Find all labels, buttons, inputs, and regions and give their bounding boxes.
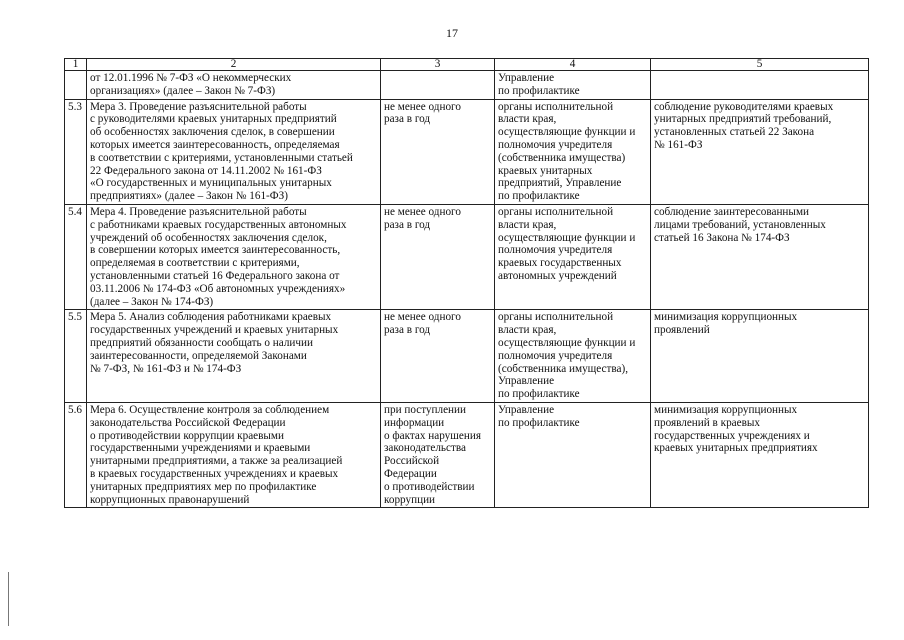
cell-executor xyxy=(495,402,651,507)
text-line: власти края, xyxy=(498,113,557,126)
text-line: раза в год xyxy=(384,113,431,126)
cell-executor xyxy=(495,204,651,309)
text-line: Мера 4. Проведение разъяснительной работы xyxy=(90,205,307,218)
text-line: 03.11.2006 № 174-ФЗ «Об автономных учреждениях» xyxy=(90,282,346,295)
text-line: по профилактике xyxy=(498,190,580,203)
text-line: органы исполнительной xyxy=(498,311,614,324)
text-line: в совершении которых имеется заинтересованность, xyxy=(90,244,341,257)
text-line: Российской xyxy=(384,455,440,468)
text-line: Мера 5. Анализ соблюдения работниками краевых xyxy=(90,311,332,324)
cell-measure xyxy=(87,71,381,100)
text-line: краевых унитарных xyxy=(498,164,593,177)
text-line: соблюдение заинтересованными xyxy=(654,205,810,218)
text-line: не менее одного xyxy=(384,311,461,324)
text-line: предприятиях» (далее – Закон № 161-ФЗ) xyxy=(90,190,288,203)
text-line: (собственника имущества), xyxy=(498,362,628,375)
cell-result xyxy=(651,310,869,403)
cell-number xyxy=(65,71,87,100)
text-line: установленных статьей 22 Закона xyxy=(654,126,815,139)
cell-term xyxy=(381,310,495,403)
text-line: автономных учреждений xyxy=(498,269,617,282)
text-line: унитарными предприятиями, а также за реализацией xyxy=(90,455,343,468)
table-row xyxy=(65,71,869,100)
text-line: Мера 6. Осуществление контроля за соблюдением xyxy=(90,403,330,416)
text-line: (собственника имущества) xyxy=(498,151,626,164)
text-line: в соответствии с критериями, установленными статьей xyxy=(90,151,353,164)
text-line: государственных учреждений и краевых унитарных xyxy=(90,324,339,337)
text-line: минимизация коррупционных xyxy=(654,311,798,324)
text-line: организациях» (далее – Закон № 7-ФЗ) xyxy=(90,84,276,97)
cell-term xyxy=(381,99,495,204)
text-line: № 161-ФЗ xyxy=(654,138,703,151)
text-line: полномочия учредителя xyxy=(498,244,613,257)
cell-result xyxy=(651,71,869,100)
text-line: при поступлении xyxy=(384,403,467,416)
text-line: Управление xyxy=(498,72,555,84)
text-line: от 12.01.1996 № 7-ФЗ «О некоммерческих xyxy=(90,72,292,84)
cell-executor xyxy=(495,71,651,100)
text-line: о фактах нарушения xyxy=(384,429,481,442)
text-line: полномочия учредителя xyxy=(498,138,613,151)
cell-term xyxy=(381,71,495,100)
text-line: Управление xyxy=(498,375,555,388)
text-line: о противодействии xyxy=(384,480,475,493)
text-line: власти края, xyxy=(498,218,557,231)
text-line: минимизация коррупционных xyxy=(654,403,798,416)
text-line: 22 Федерального закона от 14.11.2002 № 161-ФЗ xyxy=(90,164,322,177)
text-line: краевых государственных xyxy=(498,257,622,270)
column-header: 3 xyxy=(381,59,495,71)
text-line: законодательства xyxy=(384,442,466,455)
text-line: Мера 3. Проведение разъяснительной работы xyxy=(90,100,307,113)
text-line: «О государственных и муниципальных унитарных xyxy=(90,177,332,190)
column-header: 2 xyxy=(87,59,381,71)
text-line: (далее – Закон № 174-ФЗ) xyxy=(90,295,214,308)
text-line: определяемая в соответствии с критериями, xyxy=(90,257,300,270)
table-row xyxy=(65,402,869,507)
text-line: осуществляющие функции и xyxy=(498,336,636,349)
cell-number: 5.6 xyxy=(65,402,87,507)
text-line: об особенностях заключения сделок, в совершении xyxy=(90,126,335,139)
page-number: 17 xyxy=(446,26,458,40)
cell-measure xyxy=(87,402,381,507)
text-line: краевых унитарных предприятиях xyxy=(654,442,818,455)
measures-table xyxy=(64,58,869,508)
text-line: № 7-ФЗ, № 161-ФЗ и № 174-ФЗ xyxy=(90,362,242,375)
header-row xyxy=(65,59,869,71)
text-line: соблюдение руководителями краевых xyxy=(654,100,834,113)
scan-edge-mark xyxy=(8,572,9,626)
table-row xyxy=(65,204,869,309)
text-line: в краевых государственных учреждениях и краевых xyxy=(90,467,339,480)
text-line: раза в год xyxy=(384,218,431,231)
cell-number: 5.3 xyxy=(65,99,87,204)
text-line: статьей 16 Закона № 174-ФЗ xyxy=(654,231,790,244)
cell-measure xyxy=(87,204,381,309)
text-line: по профилактике xyxy=(498,416,580,429)
text-line: установленными статьей 16 Федерального закона от xyxy=(90,269,340,282)
text-line: предприятий, Управление xyxy=(498,177,622,190)
text-line: информации xyxy=(384,416,445,429)
text-line: органы исполнительной xyxy=(498,205,614,218)
text-line: коррупции xyxy=(384,493,436,506)
text-line: власти края, xyxy=(498,324,557,337)
cell-executor xyxy=(495,310,651,403)
column-header: 1 xyxy=(65,59,87,71)
cell-number: 5.4 xyxy=(65,204,87,309)
text-line: унитарных предприятиях мер по профилактике xyxy=(90,480,317,493)
text-line: осуществляющие функции и xyxy=(498,126,636,139)
text-line: Управление xyxy=(498,403,555,416)
text-line: государственными учреждениями и краевыми xyxy=(90,442,311,455)
text-line: с работниками краевых государственных автономных xyxy=(90,218,347,231)
cell-term xyxy=(381,402,495,507)
text-line: по профилактике xyxy=(498,84,580,97)
text-line: коррупционных правонарушений xyxy=(90,493,250,506)
text-line: осуществляющие функции и xyxy=(498,231,636,244)
cell-executor xyxy=(495,99,651,204)
text-line: Федерации xyxy=(384,467,437,480)
text-line: унитарных предприятий требований, xyxy=(654,113,832,126)
cell-result xyxy=(651,402,869,507)
text-line: полномочия учредителя xyxy=(498,349,613,362)
text-line: не менее одного xyxy=(384,100,461,113)
cell-measure xyxy=(87,99,381,204)
text-line: с руководителями краевых унитарных предприятий xyxy=(90,113,337,126)
text-line: законодательства Российской Федерации xyxy=(90,416,286,429)
text-line: государственных учреждениях и xyxy=(654,429,810,442)
text-line: которых имеется заинтересованность, определяемая xyxy=(90,138,340,151)
table-row xyxy=(65,310,869,403)
text-line: лицами требований, установленных xyxy=(654,218,826,231)
text-line: не менее одного xyxy=(384,205,461,218)
text-line: предприятий обязанности сообщать о наличии xyxy=(90,336,314,349)
text-line: раза в год xyxy=(384,324,431,337)
table-row xyxy=(65,99,869,204)
column-header: 5 xyxy=(651,59,869,71)
text-line: о противодействии коррупции краевыми xyxy=(90,429,284,442)
text-line: органы исполнительной xyxy=(498,100,614,113)
text-line: проявлений xyxy=(654,324,710,337)
cell-result xyxy=(651,99,869,204)
cell-term xyxy=(381,204,495,309)
cell-result xyxy=(651,204,869,309)
cell-measure xyxy=(87,310,381,403)
text-line: заинтересованности, определяемой Законами xyxy=(90,349,307,362)
text-line: по профилактике xyxy=(498,388,580,401)
column-header: 4 xyxy=(495,59,651,71)
text-line: учреждений об особенностях заключения сделок, xyxy=(90,231,327,244)
cell-number: 5.5 xyxy=(65,310,87,403)
text-line: проявлений в краевых xyxy=(654,416,760,429)
